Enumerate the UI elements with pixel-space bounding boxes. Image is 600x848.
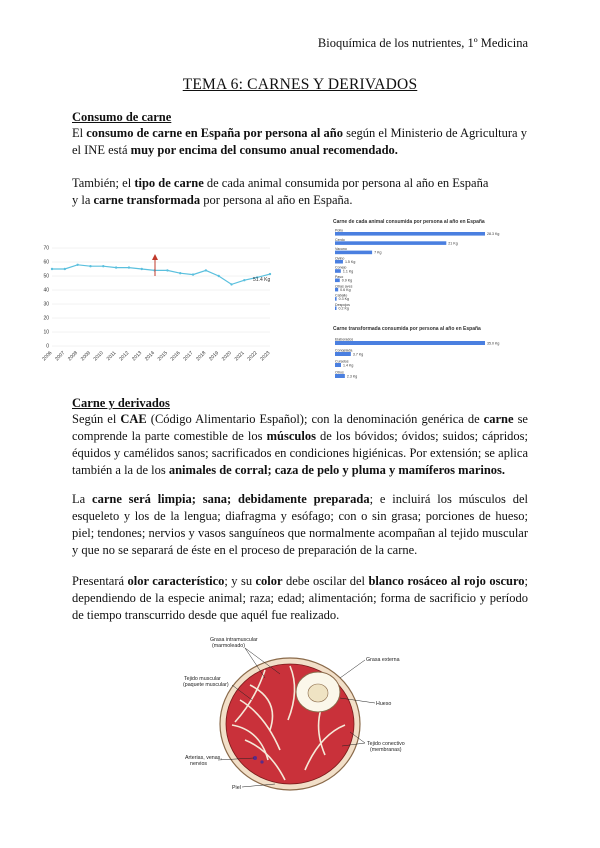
paragraph-carne-2: La carne será limpia; sana; debidamente preparada; e incluirá los músculos del esqueleto y los de la lengua; diafragma y esófago; con o sin grasa; porciones de hueso; piel; tendones; nervios y vasos sanguíneos que normalmente acompañan al tejido muscular y que no se separará de éste en el proceso de preparación de la carne. — [72, 492, 529, 557]
red-arrow-icon — [152, 254, 158, 260]
bar-chart-2-title: Carne transformada consumida por persona al año en España — [333, 326, 481, 332]
bar-chart-1-title: Carne de cada animal consumida por persona al año en España — [333, 219, 485, 225]
line-point — [115, 266, 117, 268]
y-tick-label: 40 — [43, 287, 49, 294]
x-tick-label: 2014 — [143, 350, 157, 363]
bar-value-label: 1.1 Kg — [342, 269, 354, 274]
bar-category-label: Ovino — [335, 256, 345, 261]
line-point — [243, 279, 245, 281]
label-grasa-intramuscular: Grasa intramuscular — [210, 637, 258, 643]
line-chart-y-ticks — [43, 246, 49, 350]
label-piel: Piel — [232, 785, 241, 791]
bar — [335, 288, 338, 292]
line-point — [64, 268, 66, 270]
bar — [335, 306, 337, 310]
bar — [335, 279, 340, 283]
bar-category-label: Vacuno — [335, 247, 347, 252]
bar-value-label: 21 Kg — [448, 241, 458, 246]
y-tick-label: 30 — [43, 301, 49, 308]
bar-value-label: 0.6 Kg — [340, 287, 351, 292]
bar-chart-2-bars — [335, 338, 499, 379]
line-point — [128, 266, 130, 268]
label-nervios: nervios — [190, 761, 208, 767]
label-marmoleado: (marmoleado) — [212, 643, 245, 649]
x-tick-label: 2009 — [79, 350, 92, 363]
x-tick-label: 2012 — [118, 350, 131, 363]
y-tick-label: 50 — [43, 273, 49, 280]
x-tick-label: 2018 — [195, 350, 208, 363]
x-tick-label: 2019 — [208, 350, 221, 363]
paragraph-carne-3: Presentará olor característico; y su color debe oscilar del blanco rosáceo al rojo oscuro; dependiendo de la especie animal; raza; edad; alimentación; forma de sacrificio y período de tiempo transcurrido desde que aquél fue realizado. — [72, 574, 528, 622]
bar — [335, 297, 337, 301]
bar-category-label: Pollo — [335, 228, 343, 233]
line-chart-series — [52, 265, 270, 285]
line-point — [269, 273, 271, 275]
bar-value-label: 3.7 Kg — [352, 352, 364, 357]
line-point — [76, 264, 78, 266]
line-point — [179, 272, 181, 274]
x-tick-label: 2011 — [105, 350, 118, 363]
y-tick-label: 20 — [43, 315, 49, 322]
bar-value-label: 1.5 Kg — [344, 260, 356, 264]
bar — [335, 260, 343, 264]
line-point — [192, 273, 194, 275]
bar — [335, 241, 446, 245]
label-grasa-externa: Grasa externa — [366, 657, 400, 663]
bar-value-label: 0.9 Kg — [341, 278, 353, 283]
line-point — [205, 269, 207, 271]
y-tick-label: 70 — [43, 245, 49, 252]
label-tejido-conectivo: Tejido conectivo — [367, 741, 405, 747]
label-membranas: (membranas) — [370, 747, 402, 753]
y-tick-label: 10 — [43, 329, 49, 336]
label-paquete-muscular: (paquete muscular) — [183, 682, 229, 688]
bar — [335, 363, 341, 367]
line-point — [166, 269, 168, 271]
bar-category-label: Cerdo — [335, 237, 345, 242]
x-tick-label: 2006 — [41, 350, 54, 363]
line-point — [51, 268, 53, 270]
bar — [335, 251, 372, 255]
line-point — [102, 265, 104, 267]
bar-value-label: 0.2 Kg — [338, 306, 349, 311]
bar-chart-transformada — [333, 325, 533, 387]
bar-category-label: Despojos — [335, 302, 350, 307]
bar-category-label: Elaborados — [335, 337, 354, 342]
section-heading-carne: Carne y derivados — [72, 396, 170, 410]
bar-value-label: 2.3 Kg — [346, 374, 358, 379]
bar — [335, 341, 485, 345]
paragraph-carne-1: Según el CAE (Código Alimentario Español); con la denominación genérica de carne se comprende la parte comestible de los músculos de los bóvidos; óvidos; suidos; cápridos; équidos y camélidos sanos; sacrificados en condiciones higiénicas. Por extensión; se aplica también a la de los animales de corral; caza de pelo y pluma y mamíferos marinos. — [72, 412, 529, 477]
bar-chart-1-bars — [335, 229, 499, 311]
bar-category-label: Conejo — [335, 265, 347, 270]
bar-category-label: Otras aves — [335, 284, 353, 289]
x-tick-label: 2023 — [259, 350, 272, 363]
x-tick-label: 2016 — [169, 350, 182, 363]
bar-category-label: Pavo — [335, 275, 344, 279]
x-tick-label: 2008 — [66, 350, 80, 363]
x-tick-label: 2015 — [156, 350, 169, 363]
bar — [335, 352, 351, 356]
x-tick-label: 2007 — [54, 350, 67, 363]
bar-value-label: 35.0 Kg — [487, 341, 500, 346]
x-tick-label: 2021 — [233, 350, 246, 363]
bar-value-label: 1.4 Kg — [343, 363, 354, 368]
bar-category-label: Caballo — [335, 293, 348, 298]
x-tick-label: 2022 — [246, 350, 259, 363]
bar-value-label: 7 Kg — [374, 250, 382, 255]
line-point — [218, 275, 220, 277]
line-point — [89, 265, 91, 267]
x-tick-label: 2020 — [220, 350, 233, 363]
bar-category-label: Curados — [335, 359, 349, 364]
x-tick-label: 2013 — [131, 350, 144, 363]
paragraph-consumo-1: El consumo de carne en España por persona al año según el Ministerio de Agricultura y el INE está muy por encima del consumo anual recomendado. — [72, 126, 527, 157]
bar-value-label: 28.3 Kg — [487, 232, 500, 237]
label-arterias: Arterias, venas, — [185, 755, 222, 761]
bar — [335, 269, 341, 273]
header-course: Bioquímica de los nutrientes, 1º Medicina — [317, 36, 528, 50]
x-tick-label: 2017 — [182, 350, 195, 363]
line-chart-end-label: 51.4 Kg — [253, 277, 271, 283]
label-tejido-muscular: Tejido muscular — [184, 676, 221, 682]
line-chart — [38, 240, 283, 370]
line-point — [141, 268, 143, 270]
line-point — [230, 283, 232, 285]
bar — [335, 232, 485, 236]
bar-chart-animals — [333, 218, 533, 318]
x-tick-label: 2010 — [92, 350, 105, 363]
paragraph-consumo-2: También; el tipo de carne de cada animal consumida por persona al año en España y la carne transformada por persona al año en España. — [72, 176, 489, 207]
bar-category-label: Otros — [335, 370, 344, 375]
bar-value-label: 0.3 Kg — [338, 297, 349, 302]
line-chart-x-ticks — [41, 350, 271, 362]
page-title: TEMA 6: CARNES Y DERIVADOS — [182, 76, 418, 93]
bar-category-label: Congelada — [335, 348, 353, 353]
line-chart-grid — [52, 248, 270, 346]
section-heading-consumo: Consumo de carne — [72, 110, 172, 124]
label-hueso: Hueso — [376, 701, 392, 707]
y-tick-label: 0 — [46, 343, 49, 350]
y-tick-label: 60 — [43, 259, 49, 266]
meat-cross-section-figure — [170, 630, 430, 795]
vessel-dot — [260, 760, 263, 763]
bone-inner — [308, 684, 328, 702]
bar — [335, 374, 345, 378]
